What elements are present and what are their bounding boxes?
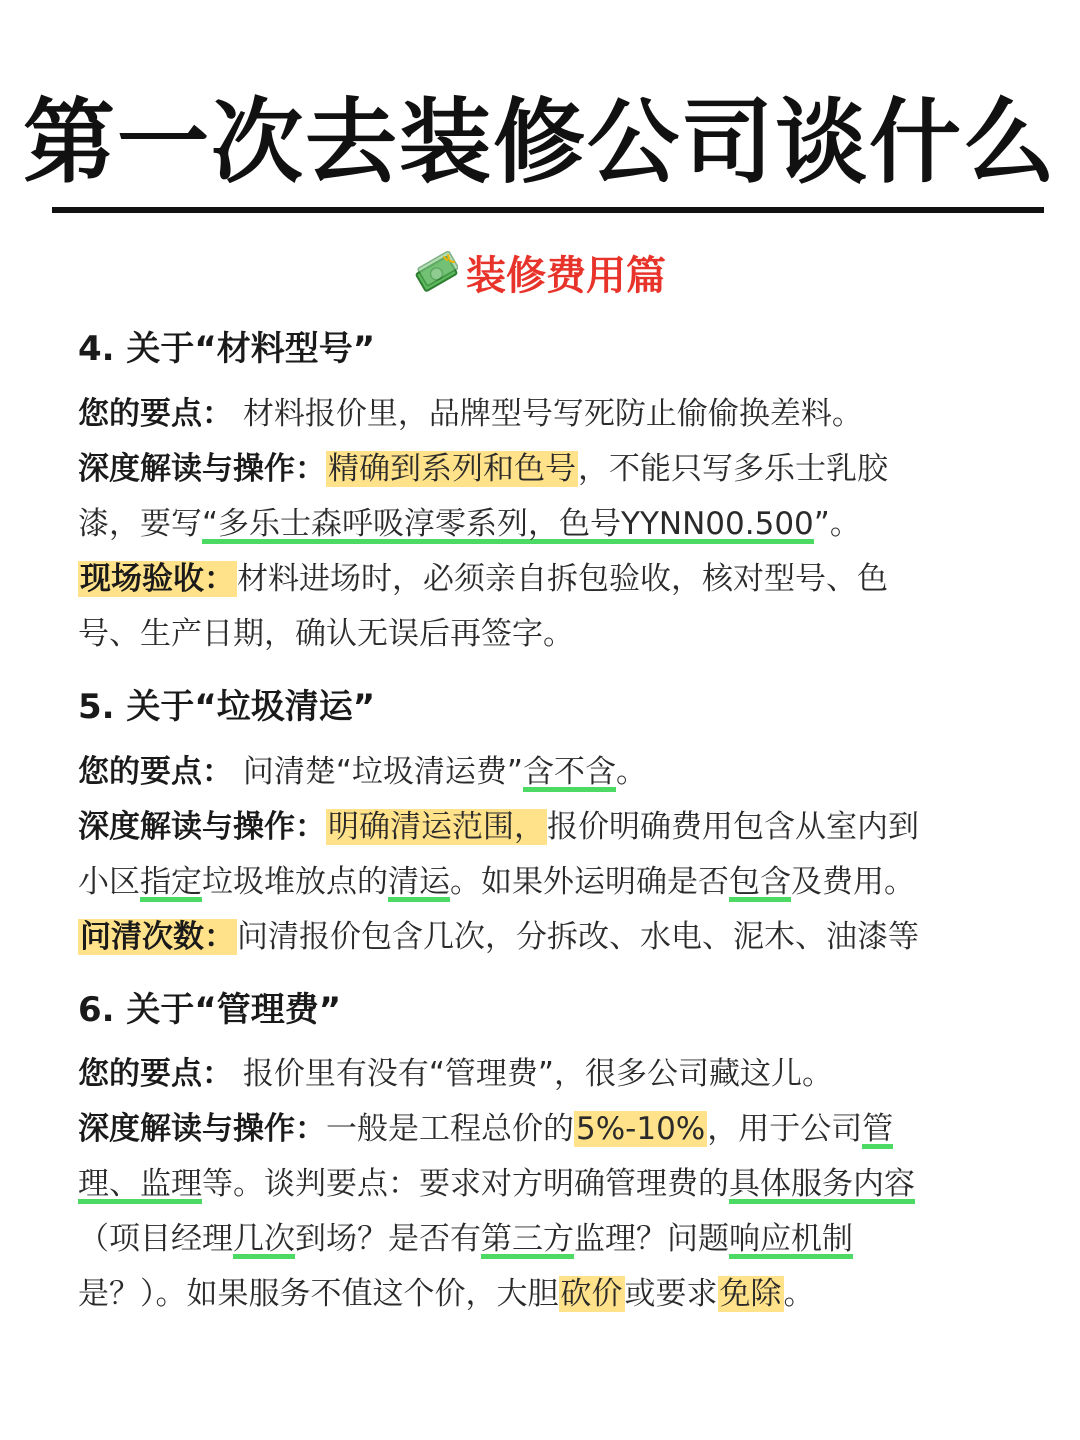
point-label: 您的要点：	[78, 1056, 233, 1092]
detail-text: 。如果外运明确是否	[450, 864, 729, 900]
section-heading-waste: 5. 关于“垃圾清运”	[78, 687, 376, 727]
detail-text: 一般是工程总价的	[326, 1111, 574, 1147]
detail-text: 小区	[78, 864, 140, 900]
underlined-text: 管	[862, 1111, 894, 1147]
materials-point-line	[78, 392, 863, 436]
waste-detail-line-2	[78, 860, 915, 904]
point-label: 您的要点：	[78, 754, 233, 790]
money-icon	[414, 251, 458, 295]
management-detail-line-4	[78, 1272, 815, 1316]
count-label: 问清次数：	[80, 919, 235, 955]
section-heading-materials: 4. 关于“材料型号”	[78, 329, 376, 369]
detail-text: 垃圾堆放点的	[202, 864, 388, 900]
point-text: 报价里有没有“管理费”，很多公司藏这儿。	[233, 1056, 833, 1092]
underlined-text: 包含	[729, 864, 791, 900]
management-point-line	[78, 1052, 833, 1096]
detail-text: 报价明确费用包含从室内到	[547, 809, 919, 845]
inspection-text: 材料进场时，必须亲自拆包验收，核对型号、色	[237, 561, 888, 597]
subtitle-text: 装修费用篇	[466, 253, 666, 299]
waste-point-line	[78, 750, 647, 794]
point-text: 材料报价里，品牌型号写死防止偷偷换差料。	[233, 396, 863, 432]
underlined-text: 响应机制	[729, 1221, 853, 1257]
highlight-text: 免除	[719, 1276, 782, 1312]
highlight-text: 砍价	[560, 1276, 623, 1312]
detail-text: 及费用。	[791, 864, 915, 900]
management-detail-line-3	[78, 1217, 853, 1261]
count-text: 问清报价包含几次，分拆改、水电、泥木、油漆等	[237, 919, 919, 955]
detail-text: 。	[783, 1276, 815, 1312]
underlined-text: 具体服务内容	[729, 1166, 915, 1202]
underlined-text: 指定	[140, 864, 202, 900]
section-heading-management: 6. 关于“管理费”	[78, 990, 342, 1030]
title-divider	[52, 207, 1044, 213]
detail-text: 是？）。如果服务不值这个价，大胆	[78, 1276, 559, 1312]
underlined-text: 第三方	[481, 1221, 574, 1257]
point-label: 您的要点：	[78, 396, 233, 432]
materials-detail-line-1	[78, 447, 888, 491]
underlined-text: 理、监理	[78, 1166, 202, 1202]
underlined-text: 几次	[233, 1221, 295, 1257]
subtitle	[0, 250, 1080, 302]
point-text: 问清楚“垃圾清运费”	[233, 754, 523, 790]
page-title: 第一次去装修公司谈什么	[22, 89, 1057, 196]
materials-detail-line-2	[78, 502, 861, 546]
waste-detail-line-1	[78, 805, 919, 849]
detail-label: 深度解读与操作：	[78, 1111, 326, 1147]
materials-inspection-line-2: 号、生产日期，确认无误后再签字。	[78, 616, 574, 652]
highlight-text: 精确到系列和色号	[328, 451, 576, 487]
materials-inspection-line-1	[78, 557, 888, 601]
detail-text: 漆，要写	[78, 506, 202, 542]
detail-label: 深度解读与操作：	[78, 809, 326, 845]
detail-label: 深度解读与操作：	[78, 451, 326, 487]
detail-text: ”。	[813, 506, 861, 542]
management-detail-line-1	[78, 1107, 893, 1151]
waste-count-line	[78, 915, 919, 959]
detail-text: 监理？问题	[574, 1221, 729, 1257]
highlight-text: 5%-10%	[576, 1111, 706, 1147]
point-text: 。	[615, 754, 647, 790]
detail-text: 或要求	[624, 1276, 718, 1312]
detail-text: 等。谈判要点：要求对方明确管理费的	[202, 1166, 729, 1202]
inspection-label: 现场验收：	[80, 561, 235, 597]
detail-text: 到场？是否有	[295, 1221, 481, 1257]
underlined-text: 含不含	[522, 754, 616, 790]
detail-text: （项目经理	[78, 1221, 233, 1257]
underlined-text: “多乐士森呼吸淳零系列，色号YYNN00.500	[202, 506, 814, 542]
highlight-text: 明确清运范围，	[328, 809, 545, 845]
detail-text: ，用于公司	[707, 1111, 863, 1147]
detail-text: ，不能只写多乐士乳胶	[578, 451, 888, 487]
management-detail-line-2	[78, 1162, 915, 1206]
underlined-text: 清运	[388, 864, 450, 900]
